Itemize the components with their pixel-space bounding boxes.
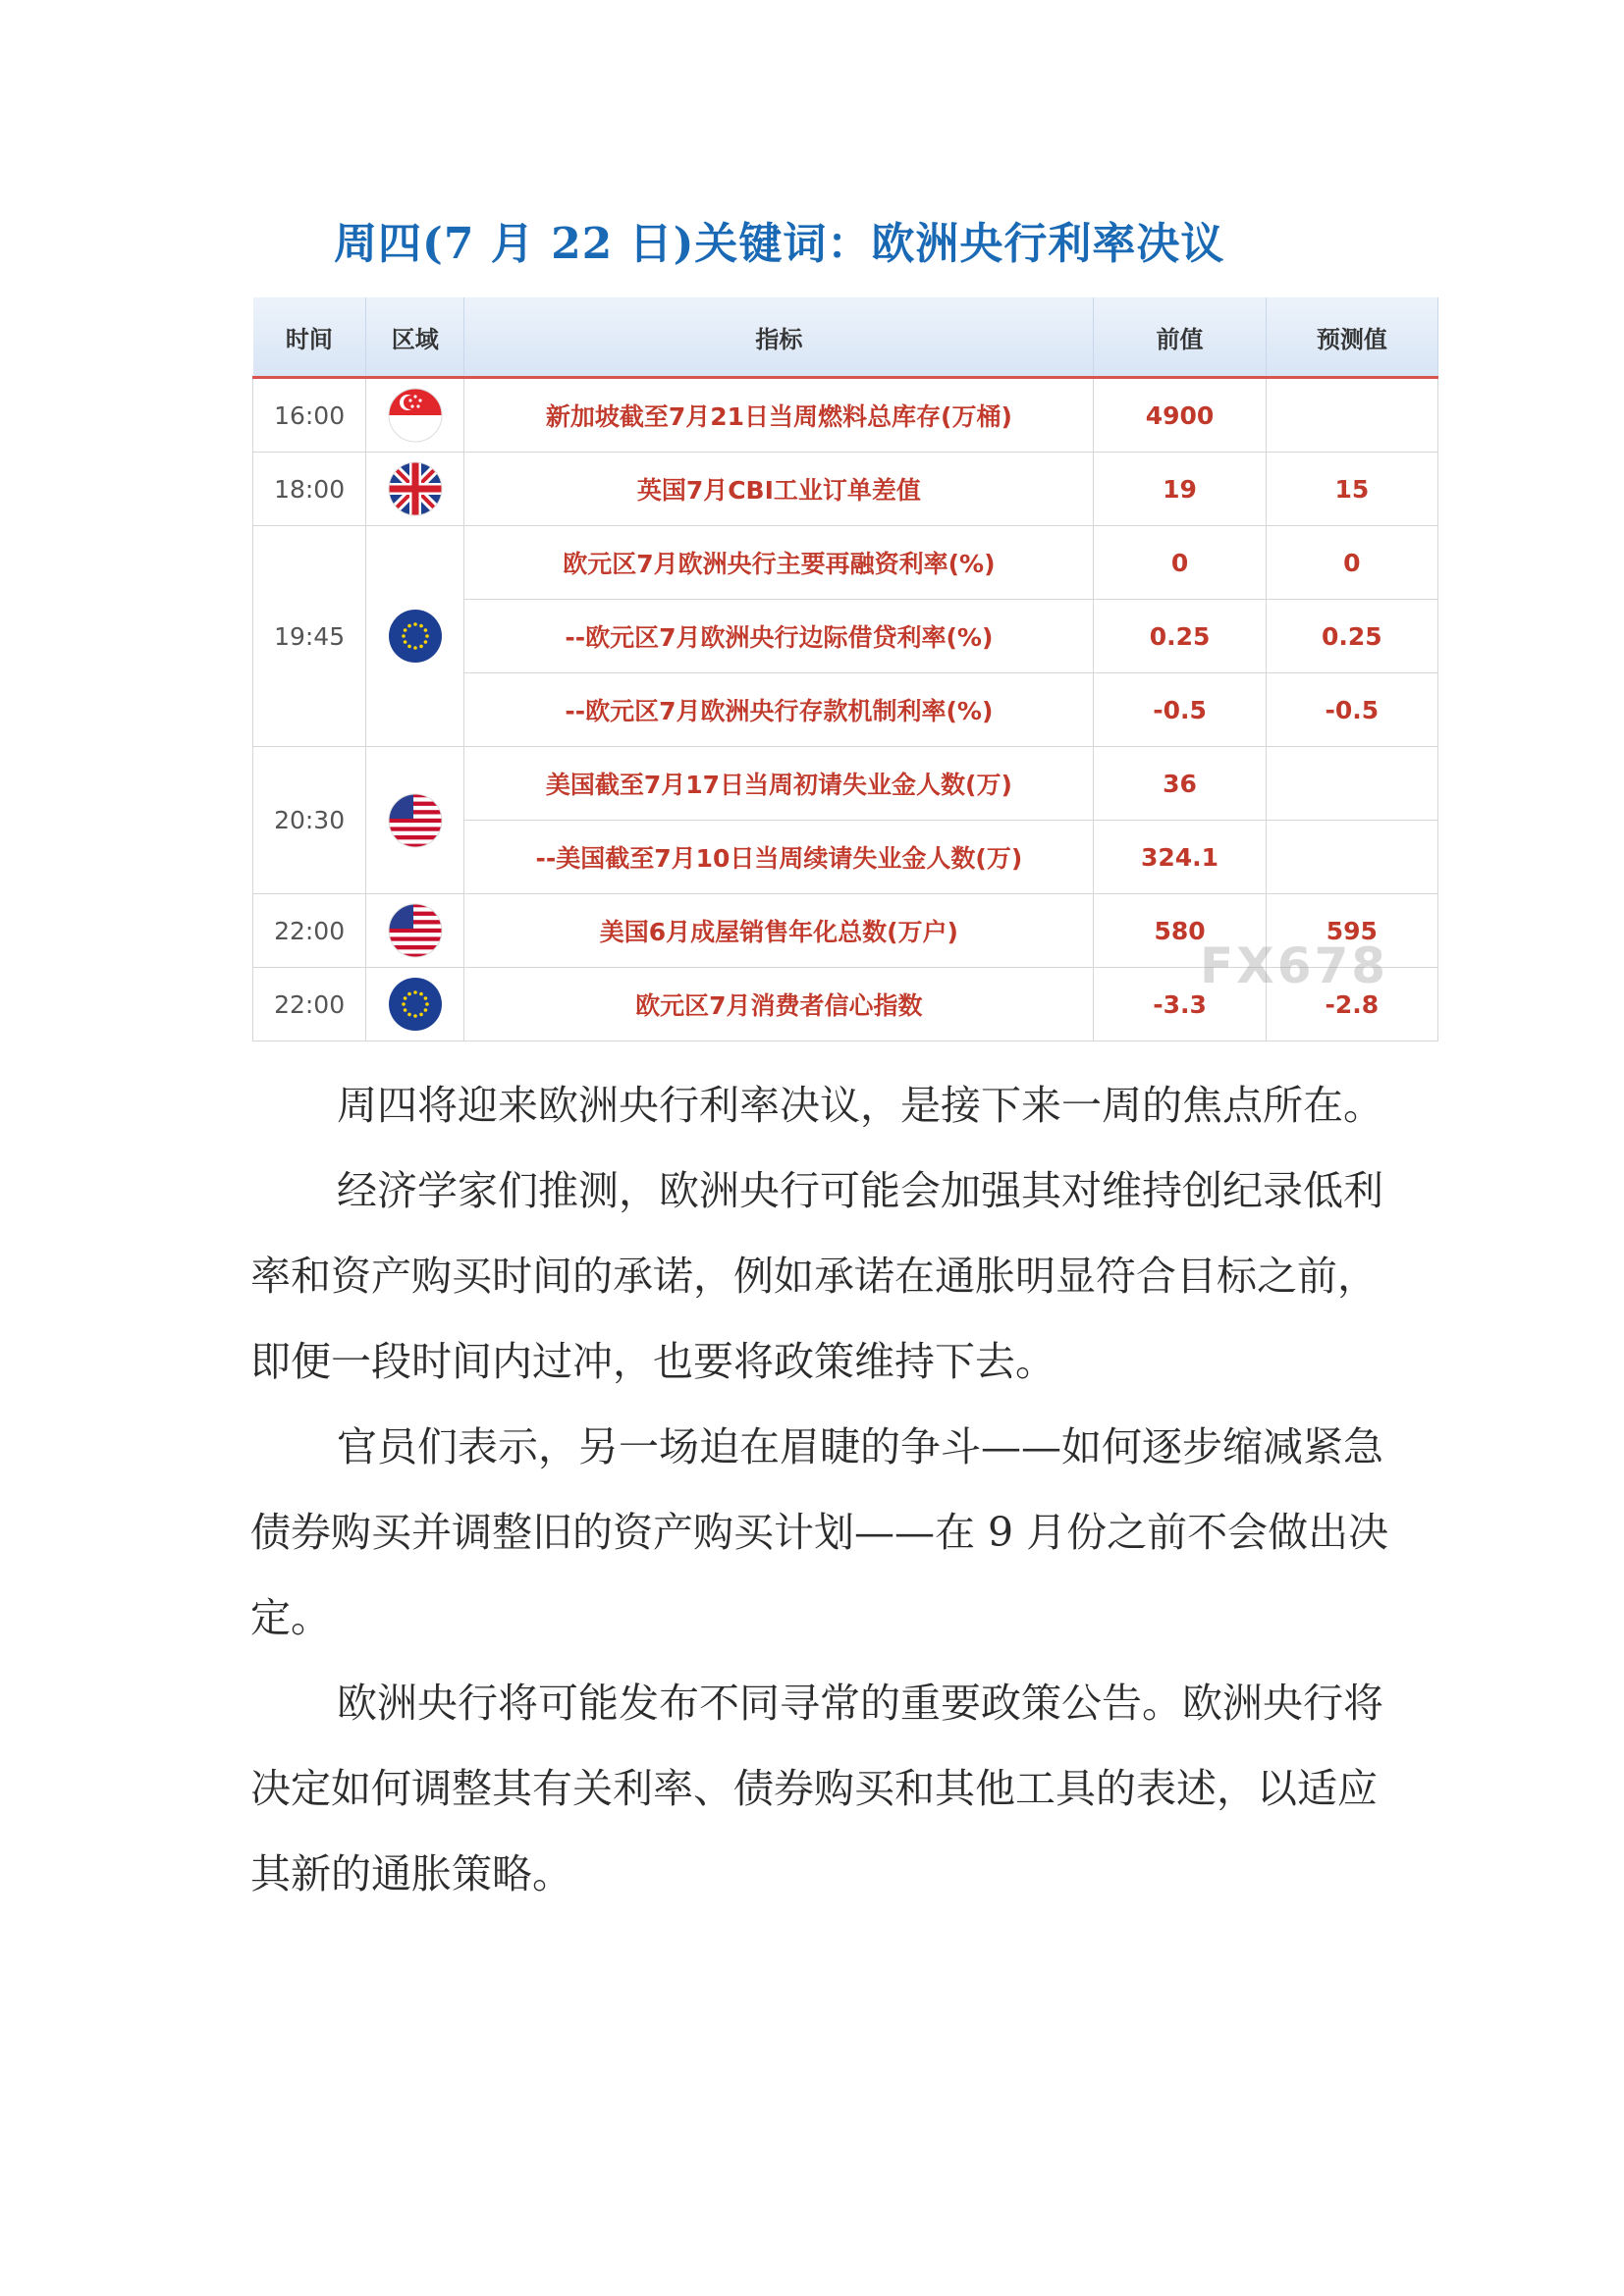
- paragraph: 欧洲央行将可能发布不同寻常的重要政策公告。欧洲央行将决定如何调整其有关利率、债券购买和其他工具的表述，以适应其新的通胀策略。: [250, 1680, 1383, 1897]
- header-forecast: 预测值: [1266, 297, 1437, 378]
- paragraph: 经济学家们推测，欧洲央行可能会加强其对维持创纪录低利率和资产购买时间的承诺，例如承诺在通胀明显符合目标之前，即便一段时间内过冲，也要将政策维持下去。: [250, 1167, 1383, 1385]
- table-header-row: [253, 297, 1438, 378]
- row-indicator: 欧元区7月欧洲央行主要再融资利率(%): [464, 526, 1094, 600]
- eu-flag-icon: [388, 977, 443, 1032]
- paragraph: 官员们表示，另一场迫在眉睫的争斗——如何逐步缩减紧急债券购买并调整旧的资产购买计划——在 9 月份之前不会做出决定。: [250, 1423, 1389, 1641]
- row-time: 20:30: [253, 747, 366, 894]
- article-body: [250, 1063, 1389, 1917]
- row-indicator: --欧元区7月欧洲央行边际借贷利率(%): [464, 600, 1094, 673]
- row-indicator: 新加坡截至7月21日当周燃料总库存(万桶): [464, 378, 1094, 453]
- paragraph: 周四将迎来欧洲央行利率决议，是接下来一周的焦点所在。: [337, 1082, 1383, 1129]
- row-time: 22:00: [253, 968, 366, 1041]
- row-indicator: 欧元区7月消费者信心指数: [464, 968, 1094, 1041]
- table-row: [253, 453, 1438, 526]
- page-title: 周四(7 月 22 日)关键词：欧洲央行利率决议: [334, 219, 1225, 269]
- row-previous: 0: [1094, 526, 1266, 600]
- row-indicator: 美国截至7月17日当周初请失业金人数(万): [464, 747, 1094, 821]
- header-previous: 前值: [1094, 297, 1266, 378]
- uk-flag-icon: [388, 461, 443, 516]
- region-cell: [366, 526, 464, 747]
- region-cell: [366, 747, 464, 894]
- row-previous: 4900: [1094, 378, 1266, 453]
- header-time: 时间: [253, 297, 366, 378]
- region-cell: [366, 894, 464, 968]
- row-previous: 580: [1094, 894, 1266, 968]
- row-time: 19:45: [253, 526, 366, 747]
- table-row: [253, 378, 1438, 453]
- table-row: [253, 747, 1438, 821]
- header-indicator: 指标: [464, 297, 1094, 378]
- region-cell: [366, 968, 464, 1041]
- row-previous: 36: [1094, 747, 1266, 821]
- eu-flag-icon: [388, 609, 443, 664]
- row-previous: 19: [1094, 453, 1266, 526]
- row-forecast: 0.25: [1266, 600, 1437, 673]
- row-previous: -0.5: [1094, 673, 1266, 747]
- row-forecast: 15: [1266, 453, 1437, 526]
- row-time: 16:00: [253, 378, 366, 453]
- row-indicator: 英国7月CBI工业订单差值: [464, 453, 1094, 526]
- row-forecast: 595: [1266, 894, 1437, 968]
- region-cell: [366, 378, 464, 453]
- economic-calendar-table: [252, 297, 1438, 1041]
- row-forecast: -2.8: [1266, 968, 1437, 1041]
- us-flag-icon: [388, 903, 443, 958]
- row-forecast: -0.5: [1266, 673, 1437, 747]
- row-indicator: --欧元区7月欧洲央行存款机制利率(%): [464, 673, 1094, 747]
- row-indicator: --美国截至7月10日当周续请失业金人数(万): [464, 821, 1094, 894]
- row-forecast: [1266, 378, 1437, 453]
- singapore-flag-icon: [388, 388, 443, 443]
- region-cell: [366, 453, 464, 526]
- table-row: [253, 526, 1438, 600]
- us-flag-icon: [388, 793, 443, 848]
- watermark: FX678: [1200, 937, 1389, 994]
- row-previous: 0.25: [1094, 600, 1266, 673]
- row-indicator: 美国6月成屋销售年化总数(万户): [464, 894, 1094, 968]
- row-time: 18:00: [253, 453, 366, 526]
- header-region: 区域: [366, 297, 464, 378]
- row-forecast: [1266, 747, 1437, 821]
- row-previous: 324.1: [1094, 821, 1266, 894]
- row-time: 22:00: [253, 894, 366, 968]
- row-previous: -3.3: [1094, 968, 1266, 1041]
- row-forecast: 0: [1266, 526, 1437, 600]
- row-forecast: [1266, 821, 1437, 894]
